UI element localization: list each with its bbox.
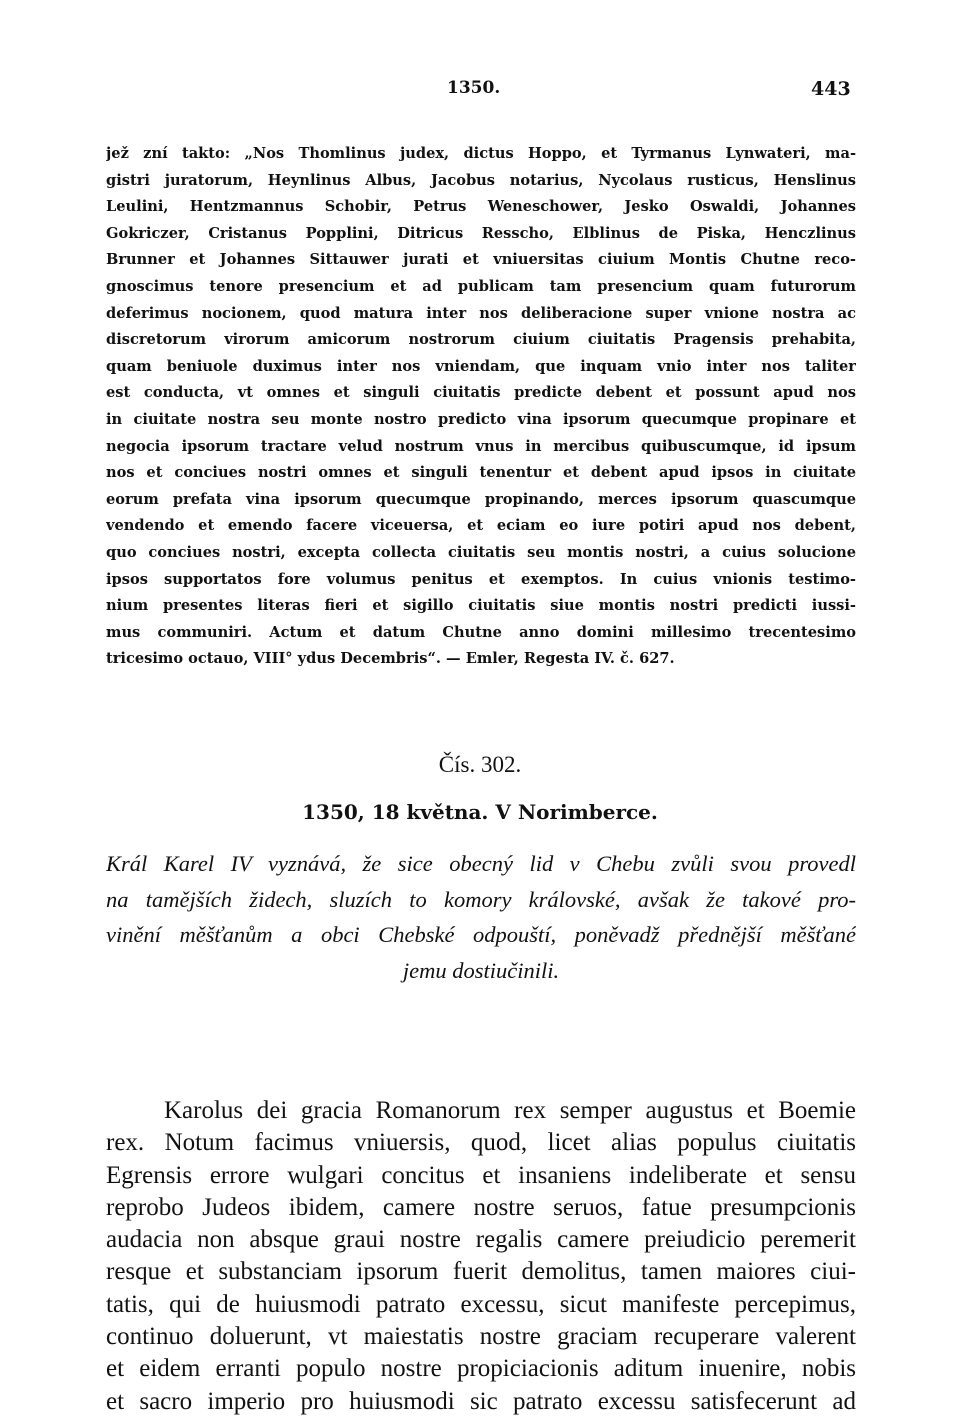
text-line: Leulini, Hentzmannus Schobir, Petrus Weneschower, Jesko Oswaldi, Johannes — [106, 198, 856, 216]
body-line: Karolus dei gracia Romanorum rex semper augustus et Boemie — [164, 1097, 856, 1124]
regest-line: Král Karel IV vyznává, že sice obecný lid v Chebu zvůli svou provedl — [106, 851, 856, 876]
text-line: mus communiri. Actum et datum Chutne anno domini millesimo trecentesimo — [106, 623, 856, 641]
body-line: et eidem erranti populo nostre propiciacionis aditum inuenire, nobis — [106, 1355, 856, 1383]
regest-summary — [106, 846, 856, 988]
text-line: deferimus nocionem, quod matura inter nos deliberacione super vnione nostra ac — [106, 304, 856, 322]
running-head-year: 1350. — [447, 78, 501, 98]
body-line: audacia non absque graui nostre regalis camere preiudicio peremerit — [106, 1226, 856, 1254]
text-line: discretorum virorum amicorum nostrorum ciuium ciuitatis Pragensis prehabita, — [106, 331, 856, 349]
body-line: continuo doluerunt, vt maiestatis nostre graciam recuperare valerent — [106, 1323, 856, 1351]
regest-line: jemu dostiučinili. — [402, 957, 560, 983]
regest-line: vinění měšťanům a obci Chebské odpouští, poněvadž přednější měšťané — [106, 922, 856, 947]
text-line: jež zní takto: „Nos Thomlinus judex, dictus Hoppo, et Tyrmanus Lynwateri, ma- — [106, 145, 856, 162]
text-line: ipsos supportatos fore volumus penitus et exemptos. In cuius vnionis testimo- — [106, 570, 856, 588]
text-line: tricesimo octauo, VIII° ydus Decembris“. — Emler, Regesta IV. č. 627. — [106, 650, 675, 668]
text-line: vendendo et emendo facere viceuersa, et eciam eo iure potiri apud nos debent, — [106, 517, 856, 535]
text-line: eorum prefata vina ipsorum quecumque propinando, merces ipsorum quascumque — [106, 490, 856, 508]
text-line: quo conciues nostri, excepta collecta ciuitatis seu montis nostri, a cuius solucione — [106, 543, 856, 561]
text-line: gistri juratorum, Heynlinus Albus, Jacobus notarius, Nycolaus rusticus, Henslinus — [106, 171, 856, 189]
body-line: rex. Notum facimus vniuersis, quod, licet alias populus ciuitatis — [106, 1129, 856, 1157]
text-line: nos et conciues nostri omnes et singuli tenentur et debent apud ipsos in ciuitate — [106, 464, 856, 482]
document-number: Čís. 302. — [438, 752, 522, 777]
body-line: Egrensis errore wulgari concitus et insaniens indeliberate et sensu — [106, 1161, 856, 1189]
text-line: gnoscimus tenore presencium et ad publicam tam presencium quam futurorum — [106, 277, 856, 295]
page-number: 443 — [811, 78, 851, 100]
body-line: tatis, qui de huiusmodi patrato excessu, sicut manifeste percepimus, — [106, 1290, 856, 1318]
text-line: est conducta, vt omnes et singuli ciuitatis predicte debent et possunt apud nos — [106, 384, 856, 402]
body-line: reprobo Judeos ibidem, camere nostre seruos, fatue presumpcionis — [106, 1193, 856, 1221]
body-line: resque et substanciam ipsorum fuerit demolitus, tamen maiores ciui- — [106, 1258, 856, 1286]
text-line: Brunner et Johannes Sittauwer jurati et vniuersitas ciuium Montis Chutne reco- — [106, 251, 856, 269]
body-line: et sacro imperio pro huiusmodi sic patrato excessu satisfecerunt ad — [106, 1387, 856, 1415]
charter-text-paragraph — [106, 141, 856, 673]
charter-body-text — [106, 1095, 856, 1418]
text-line: negocia ipsorum tractare velud nostrum vnus in mercibus quibuscumque, id ipsum — [106, 437, 856, 455]
document-date-heading: 1350, 18 května. V Norimberce. — [302, 800, 658, 824]
regest-line: na tamějších židech, sluzích to komory královské, avšak že takové pro- — [106, 886, 856, 912]
text-line: Gokriczer, Cristanus Popplini, Ditricus Resscho, Elblinus de Piska, Henczlinus — [106, 224, 856, 242]
text-line: nium presentes literas fieri et sigillo ciuitatis siue montis nostri predicti iussi- — [106, 597, 856, 615]
text-line: quam beniuole duximus inter nos vniendam, que inquam vnio inter nos taliter — [106, 357, 856, 375]
text-line: in ciuitate nostra seu monte nostro predicto vina ipsorum quecumque propinare et — [106, 410, 856, 428]
running-head — [0, 78, 960, 104]
